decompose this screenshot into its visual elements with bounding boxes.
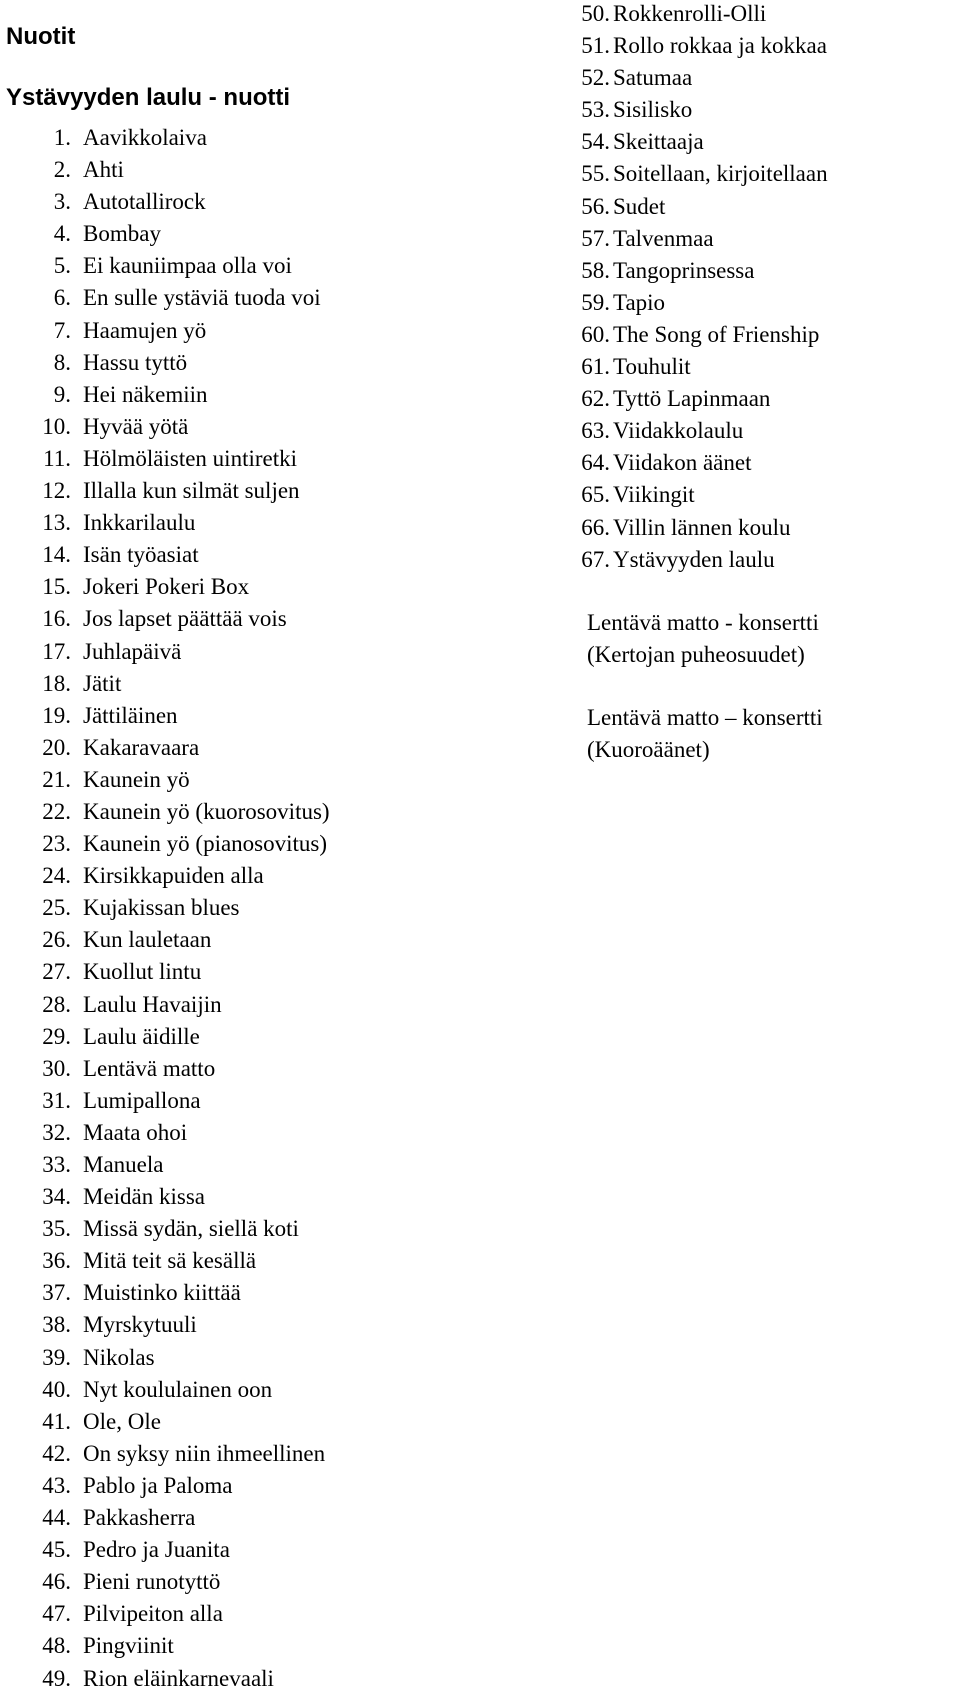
song-item [0, 732, 330, 764]
song-item [0, 796, 330, 828]
song-number: 61. [581, 354, 610, 380]
song-title: Bombay [83, 221, 161, 247]
song-number: 41. [42, 1408, 71, 1434]
song-number: 22. [42, 798, 71, 824]
song-title: Pingviinit [83, 1633, 174, 1659]
song-item [0, 443, 330, 475]
song-title: Villin lännen koulu [613, 514, 791, 540]
note-line: Lentävä matto – konsertti [587, 705, 823, 730]
song-number: 23. [42, 831, 71, 857]
song-number: 63. [581, 418, 610, 444]
song-title: En sulle ystäviä tuoda voi [83, 285, 321, 311]
song-number: 48. [42, 1633, 71, 1659]
song-title: Hyvää yötä [83, 413, 189, 439]
song-number: 2. [53, 157, 71, 183]
song-title: Hassu tyttö [83, 349, 188, 375]
song-title: Pakkasherra [83, 1505, 196, 1531]
song-number: 9. [53, 381, 71, 407]
song-title: Sudet [613, 193, 666, 219]
song-number: 14. [42, 542, 71, 568]
song-item [0, 186, 330, 218]
song-number: 54. [581, 129, 610, 155]
song-number: 28. [42, 991, 71, 1017]
song-item [0, 1213, 330, 1245]
song-title: Lentävä matto [83, 1055, 216, 1081]
song-title: Hei näkemiin [83, 381, 208, 407]
song-title: Hölmöläisten uintiretki [83, 445, 297, 471]
song-number: 40. [42, 1376, 71, 1402]
song-item [0, 539, 330, 571]
song-number: 12. [42, 478, 71, 504]
song-number: 46. [42, 1569, 71, 1595]
song-number: 47. [42, 1601, 71, 1627]
song-title: Pablo ja Paloma [83, 1472, 233, 1498]
note-line: Lentävä matto - konsertti [587, 610, 819, 635]
song-item [542, 351, 828, 383]
song-number: 8. [53, 349, 71, 375]
song-item [542, 0, 828, 30]
song-number: 30. [42, 1055, 71, 1081]
song-item [0, 1534, 330, 1566]
song-title: Mitä teit sä kesällä [83, 1248, 257, 1274]
song-item [0, 379, 330, 411]
song-number: 21. [42, 766, 71, 792]
song-number: 44. [42, 1505, 71, 1531]
song-number: 11. [43, 445, 71, 471]
song-number: 31. [42, 1087, 71, 1113]
song-number: 7. [53, 317, 71, 343]
song-item [0, 122, 330, 154]
song-number: 57. [581, 225, 610, 251]
song-number: 32. [42, 1119, 71, 1145]
song-number: 24. [42, 863, 71, 889]
song-item [542, 255, 828, 287]
song-item [0, 668, 330, 700]
song-item [0, 1021, 330, 1053]
song-number: 60. [581, 321, 610, 347]
song-title: Pieni runotyttö [83, 1569, 221, 1595]
song-title: Ole, Ole [83, 1408, 161, 1434]
song-item [0, 1598, 330, 1630]
song-number: 3. [53, 189, 71, 215]
song-title: Kirsikkapuiden alla [83, 863, 264, 889]
song-item [0, 1566, 330, 1598]
song-item [0, 1245, 330, 1277]
song-number: 19. [42, 702, 71, 728]
concert-note-narrator [587, 607, 819, 671]
song-item [0, 315, 330, 347]
song-title: Lumipallona [83, 1087, 201, 1113]
song-title: Jos lapset päättää vois [83, 606, 287, 632]
song-title: Aavikkolaiva [83, 125, 207, 150]
song-number: 18. [42, 670, 71, 696]
song-title: Autotallirock [83, 189, 206, 215]
song-item [0, 1277, 330, 1309]
song-item [0, 636, 330, 668]
song-title: Kaunein yö [83, 766, 190, 792]
song-number: 49. [42, 1665, 71, 1691]
song-item [542, 158, 828, 190]
song-title: Ystävyyden laulu [613, 546, 775, 572]
song-number: 5. [53, 253, 71, 279]
song-number: 4. [53, 221, 71, 247]
song-number: 27. [42, 959, 71, 985]
song-item [0, 347, 330, 379]
song-number: 15. [42, 574, 71, 600]
song-item [0, 1502, 330, 1534]
song-number: 29. [42, 1023, 71, 1049]
song-number: 62. [581, 386, 610, 412]
song-item [0, 1342, 330, 1374]
song-title: Jokeri Pokeri Box [83, 574, 250, 600]
song-title: Kaunein yö (kuorosovitus) [83, 798, 330, 824]
song-title: Talvenmaa [613, 225, 714, 251]
song-item [0, 1309, 330, 1341]
song-item [0, 475, 330, 507]
song-item [542, 319, 828, 351]
song-item [542, 62, 828, 94]
song-title: Tapio [613, 289, 666, 315]
song-item [0, 603, 330, 635]
page-title: Nuotit [6, 23, 76, 50]
song-item [542, 191, 828, 223]
song-title: Tangoprinsessa [613, 257, 755, 283]
song-number: 56. [581, 193, 610, 219]
song-title: Meidän kissa [83, 1184, 206, 1210]
song-item [0, 1181, 330, 1213]
concert-note-choir [587, 702, 823, 766]
song-item [0, 1085, 330, 1117]
song-number: 10. [42, 413, 71, 439]
song-item [0, 1438, 330, 1470]
song-title: Kujakissan blues [83, 895, 240, 921]
song-title: Myrskytuuli [83, 1312, 197, 1338]
song-item [0, 1470, 330, 1502]
song-title: Haamujen yö [83, 317, 207, 343]
song-item [542, 383, 828, 415]
song-number: 1. [53, 125, 71, 150]
song-number: 51. [581, 33, 610, 59]
song-item [0, 218, 330, 250]
song-item [0, 956, 330, 988]
song-number: 59. [581, 289, 610, 315]
song-title: The Song of Frienship [613, 321, 820, 347]
song-number: 35. [42, 1216, 71, 1242]
song-item [542, 447, 828, 479]
song-list-left [0, 122, 330, 1695]
song-item [0, 154, 330, 186]
song-title: Illalla kun silmät suljen [83, 478, 300, 504]
song-title: Tyttö Lapinmaan [613, 386, 771, 412]
song-item [542, 287, 828, 319]
song-title: Laulu Havaijin [83, 991, 222, 1017]
song-item [0, 700, 330, 732]
song-number: 50. [581, 1, 610, 26]
song-number: 66. [581, 514, 610, 540]
song-item [542, 126, 828, 158]
song-title: Nyt koululainen oon [83, 1376, 273, 1402]
song-title: Pedro ja Juanita [83, 1537, 230, 1563]
song-number: 16. [42, 606, 71, 632]
song-title: Pilvipeiton alla [83, 1601, 223, 1627]
song-item [0, 924, 330, 956]
song-item [0, 282, 330, 314]
song-number: 36. [42, 1248, 71, 1274]
song-item [542, 512, 828, 544]
song-number: 65. [581, 482, 610, 508]
song-item [0, 1406, 330, 1438]
song-title: Sisilisko [613, 97, 693, 123]
song-title: Rollo rokkaa ja kokkaa [613, 33, 827, 59]
song-item [0, 571, 330, 603]
song-number: 17. [42, 638, 71, 664]
song-number: 34. [42, 1184, 71, 1210]
song-item [0, 892, 330, 924]
song-item [542, 479, 828, 511]
song-title: Touhulit [613, 354, 691, 380]
song-title: Rion eläinkarnevaali [83, 1665, 274, 1691]
note-line: (Kertojan puheosuudet) [587, 642, 805, 667]
song-item [542, 223, 828, 255]
song-item [0, 1053, 330, 1085]
song-title: Laulu äidille [83, 1023, 200, 1049]
song-title: Missä sydän, siellä koti [83, 1216, 299, 1242]
song-number: 13. [42, 510, 71, 536]
song-title: Nikolas [83, 1344, 155, 1370]
song-number: 58. [581, 257, 610, 283]
song-item [0, 1117, 330, 1149]
song-title: Jätit [83, 670, 122, 696]
song-title: Kakaravaara [83, 734, 200, 760]
song-title: Maata ohoi [83, 1119, 188, 1145]
song-number: 26. [42, 927, 71, 953]
song-title: Viidakon äänet [613, 450, 752, 476]
song-item [0, 828, 330, 860]
song-number: 64. [581, 450, 610, 476]
song-number: 6. [53, 285, 71, 311]
song-title: Isän työasiat [83, 542, 199, 568]
song-title: Kun lauletaan [83, 927, 212, 953]
song-number: 43. [42, 1472, 71, 1498]
song-item [542, 30, 828, 62]
song-title: Inkkarilaulu [83, 510, 196, 536]
song-title: Manuela [83, 1152, 164, 1177]
page-subtitle: Ystävyyden laulu - nuotti [6, 84, 291, 111]
song-item [542, 94, 828, 126]
song-item [0, 507, 330, 539]
song-number: 39. [42, 1344, 71, 1370]
song-number: 42. [42, 1440, 71, 1466]
song-item [0, 764, 330, 796]
song-title: Soitellaan, kirjoitellaan [613, 161, 828, 187]
song-title: Jättiläinen [83, 702, 178, 728]
song-title: Skeittaaja [613, 129, 704, 155]
song-item [0, 1630, 330, 1662]
song-title: Muistinko kiittää [83, 1280, 241, 1306]
song-number: 53. [581, 97, 610, 123]
song-number: 20. [42, 734, 71, 760]
song-title: On syksy niin ihmeellinen [83, 1440, 326, 1466]
song-title: Ei kauniimpaa olla voi [83, 253, 292, 279]
song-number: 55. [581, 161, 610, 187]
song-number: 25. [42, 895, 71, 921]
song-item [0, 860, 330, 892]
song-item [0, 1149, 330, 1181]
song-title: Satumaa [613, 65, 693, 91]
song-number: 37. [42, 1280, 71, 1306]
song-item [0, 989, 330, 1021]
song-title: Kaunein yö (pianosovitus) [83, 831, 328, 857]
note-line: (Kuoroäänet) [587, 737, 710, 762]
song-title: Viikingit [613, 482, 695, 508]
song-title: Kuollut lintu [83, 959, 202, 985]
song-title: Rokkenrolli-Olli [613, 1, 767, 26]
song-number: 52. [581, 65, 610, 91]
song-number: 33. [42, 1152, 71, 1177]
song-title: Ahti [83, 157, 124, 183]
song-item [542, 415, 828, 447]
song-item [542, 544, 828, 576]
song-title: Viidakkolaulu [613, 418, 744, 444]
song-number: 38. [42, 1312, 71, 1338]
song-item [0, 250, 330, 282]
song-list-right [542, 0, 828, 576]
song-number: 67. [581, 546, 610, 572]
song-number: 45. [42, 1537, 71, 1563]
song-item [0, 411, 330, 443]
song-title: Juhlapäivä [83, 638, 182, 664]
song-item [0, 1374, 330, 1406]
